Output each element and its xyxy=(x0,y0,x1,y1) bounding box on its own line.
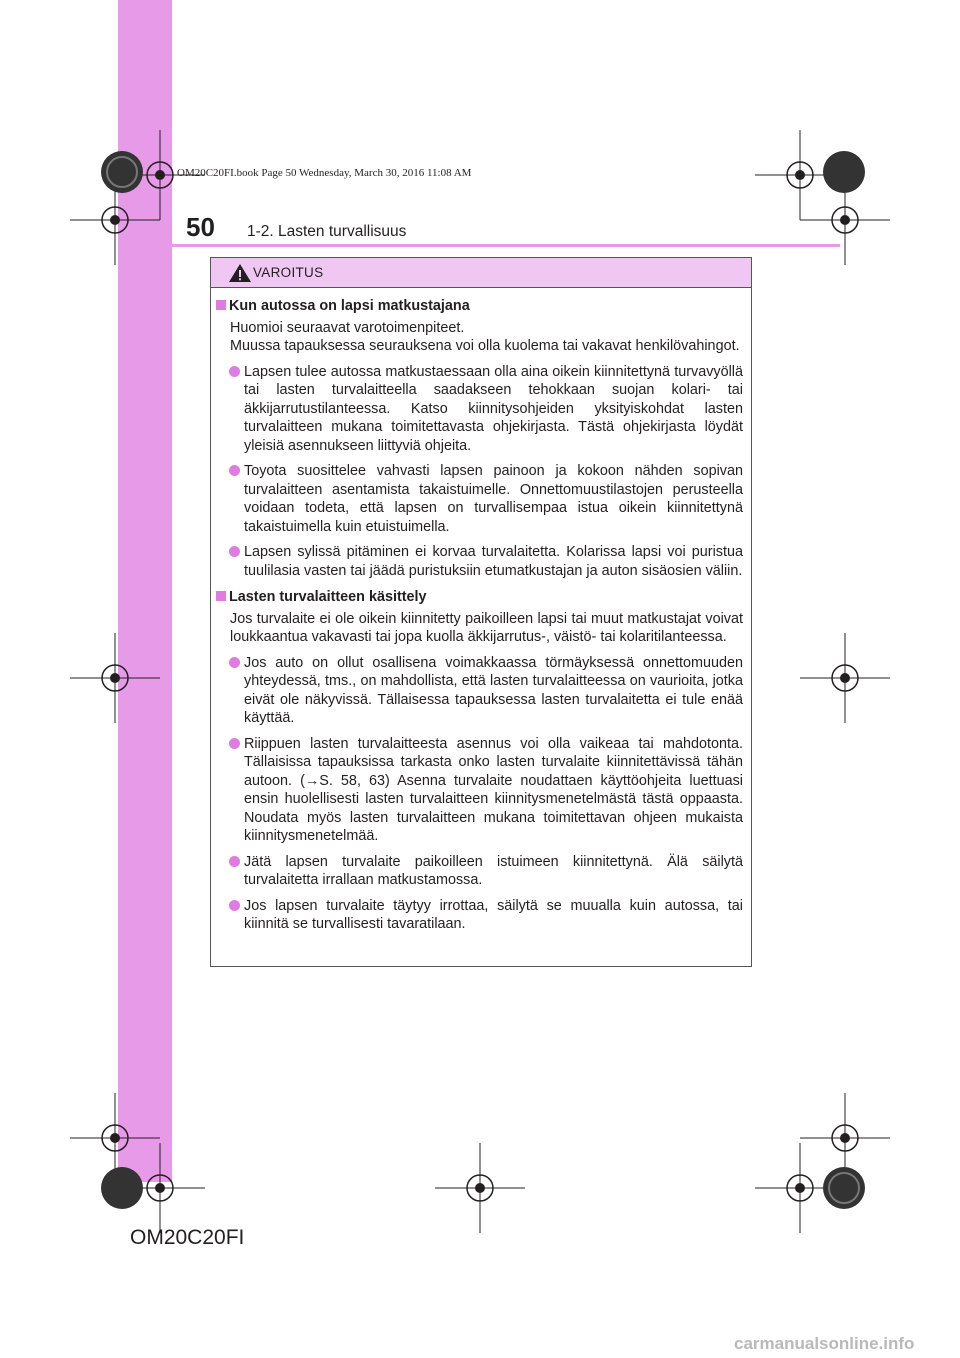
watermark: carmanualsonline.info xyxy=(734,1334,915,1353)
color-bar-mark-icon xyxy=(822,1166,866,1210)
paragraph: Huomioi seuraavat varotoimenpiteet. xyxy=(230,319,465,336)
circle-bullet-icon xyxy=(229,657,240,668)
list-item xyxy=(211,735,751,846)
list-item-text: Jos lapsen turvalaite täytyy irrottaa, säilytä se muualla kuin autossa, tai kiinnitä se turvallisesti tavaratilaan. xyxy=(244,897,743,932)
circle-bullet-icon xyxy=(229,738,240,749)
square-bullet-icon xyxy=(216,300,226,310)
list-item-text: Lapsen sylissä pitäminen ei korvaa turvalaitetta. Kolarissa lapsi voi puristua tuulilasia vasten tai jäädä puristuksiin etumatkustajan ja auton sisäosien väliin. xyxy=(244,544,743,579)
circle-bullet-icon xyxy=(229,900,240,911)
warning-title: VAROITUS xyxy=(253,265,324,280)
model-code: OM20C20FI xyxy=(130,1226,245,1249)
list-item-text: Toyota suosittelee vahvasti lapsen painoon ja kokoon nähden sopivan turvalaitteen asentamista takaistuimelle. Onnettomuustilastojen perusteella voidaan todeta, että lapsen on turvallisempaa istua oikein kiinnitettynä takaistuimella kuin etuistuimella. xyxy=(244,463,743,535)
color-bar-mark-icon xyxy=(100,150,144,194)
list-item xyxy=(211,853,751,890)
list-item-text: Lapsen tulee autossa matkustaessaan olla aina oikein kiinnitettynä turvavyöllä tai lasten turvalaitteella saadakseen tehokkaan suojan kolari- tai äkkijarrutustilanteessa. Katso kiinnitysohjeiden yksityiskohdat lasten turvalaitteen mukana toimitettavasta ohjekirjasta. Tästä ohjekirjasta löydät yleisiä asennukseen liittyviä ohjeita. xyxy=(244,363,743,454)
paragraph: Muussa tapauksessa seurauksena voi olla kuolema tai vakavat henkilövahingot. xyxy=(230,338,740,354)
registration-mark-icon xyxy=(435,1143,525,1233)
book-info: OM20C20FI.book Page 50 Wednesday, March 30, 2016 11:08 AM xyxy=(177,167,472,179)
registration-mark-icon xyxy=(70,633,160,723)
square-bullet-icon xyxy=(216,591,226,601)
list-item-text: Jätä lapsen turvalaite paikoilleen istuimeen kiinnitettynä. Älä säilytä turvalaitetta irrallaan matkustamossa. xyxy=(244,853,743,888)
list-item xyxy=(211,462,751,536)
warning-box xyxy=(210,257,752,967)
section-heading xyxy=(211,588,751,607)
circle-bullet-icon xyxy=(229,465,240,476)
section-title: 1-2. Lasten turvallisuus xyxy=(247,223,407,240)
warning-triangle-icon xyxy=(228,263,252,283)
list-item xyxy=(211,897,751,934)
color-bar-mark-icon xyxy=(822,150,866,194)
circle-bullet-icon xyxy=(229,856,240,867)
circle-bullet-icon xyxy=(229,366,240,377)
section-heading-text: Kun autossa on lapsi matkustajana xyxy=(229,298,470,314)
header-rule xyxy=(118,244,840,247)
warning-content xyxy=(211,297,751,934)
list-item-text: Jos auto on ollut osallisena voimakkaassa törmäyksessä onnettomuuden yhteydessä, tms., on mahdollista, että lasten turvalaitteessa on vaurioita, jotka eivät ole näkyvissä. Tällaisessa tapauksessa lasten turvalaitetta ei tule enää käyttää. xyxy=(244,654,743,726)
section-heading xyxy=(211,297,751,316)
registration-mark-icon xyxy=(800,633,890,723)
circle-bullet-icon xyxy=(229,546,240,557)
list-item xyxy=(211,654,751,728)
list-item-text: Riippuen lasten turvalaitteesta asennus voi olla vaikeaa tai mahdotonta. Tällaisissa tapauksissa tarkasta onko lasten turvalaite kiinnitettävissä tähän autoon. (→S. 58, 63) Asenna turvalaite noudattaen käyttöohjeita luettuasi ensin huolellisesti lasten turvalaitteen kiinnitysmenetelmästä tästä oppaasta. Noudata myös lasten turvalaitteen mukana toimitettavan ohjeen mukaista kiinnitysmenetelmää. xyxy=(244,735,743,844)
paragraph: Jos turvalaite ei ole oikein kiinnitetty paikoilleen lapsi tai muut matkustajat voivat loukkaantua vakavasti tai jopa kuolla äkkijarrutus-, väistö- tai kolaritilanteessa. xyxy=(230,610,743,645)
warning-header xyxy=(211,258,751,288)
section-heading-text: Lasten turvalaitteen käsittely xyxy=(229,589,427,605)
color-bar-mark-icon xyxy=(100,1166,144,1210)
page-number: 50 xyxy=(186,212,215,242)
list-item xyxy=(211,543,751,580)
list-item xyxy=(211,363,751,456)
